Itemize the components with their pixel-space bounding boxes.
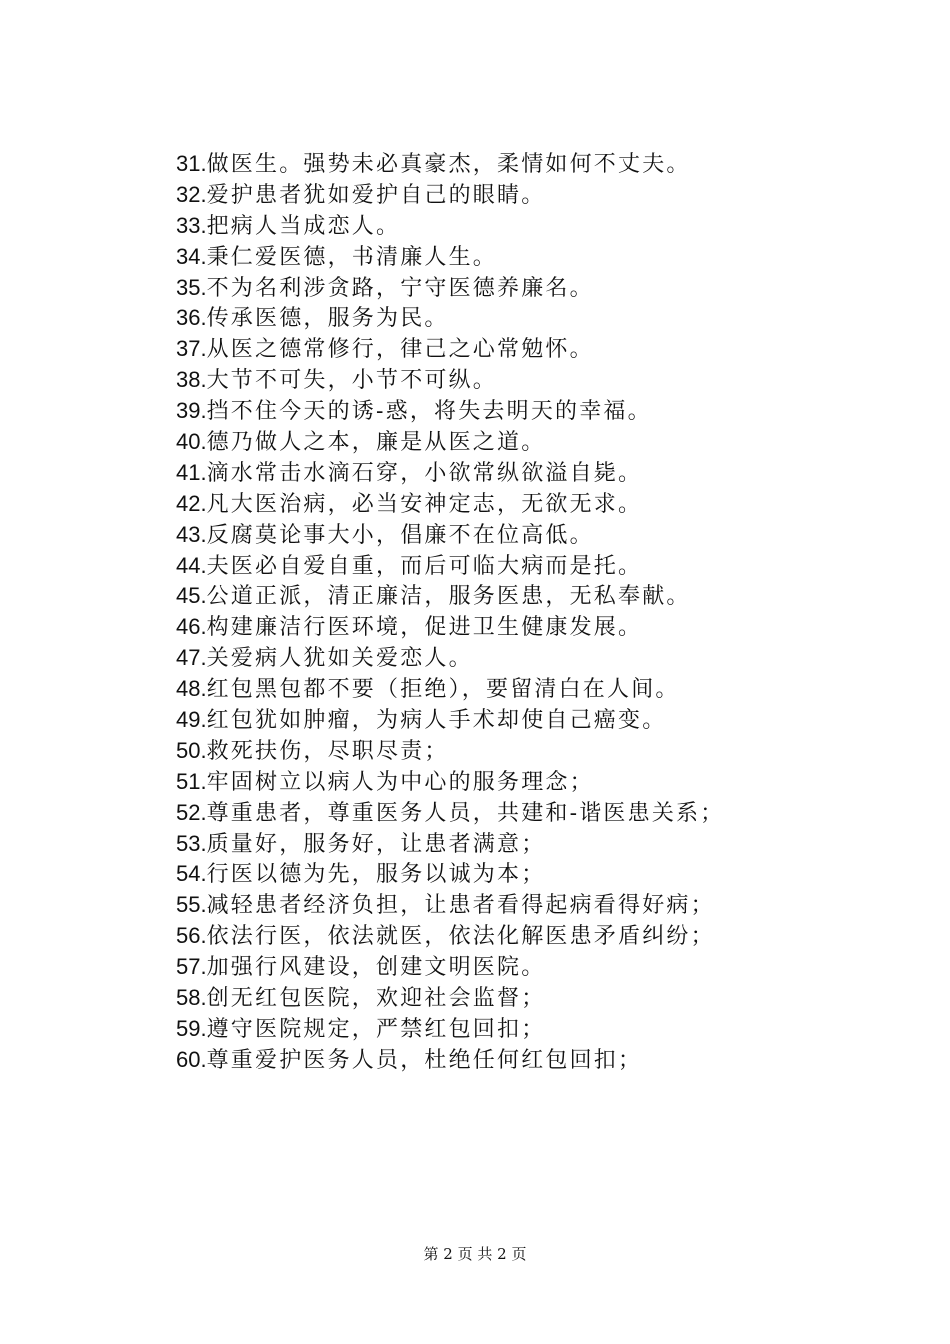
item-number: 42. [176, 490, 207, 516]
list-item [176, 334, 724, 365]
item-number: 57. [176, 954, 207, 980]
item-number: 55. [176, 892, 207, 918]
item-number: 39. [176, 398, 207, 424]
list-item [176, 674, 724, 705]
list-item [176, 489, 724, 520]
item-text: 加强行风建设，创建文明医院。 [206, 955, 546, 981]
item-text: 传承医德，服务为民。 [206, 306, 449, 332]
item-number: 46. [176, 614, 207, 640]
slogan-list [176, 149, 724, 1076]
item-number: 59. [176, 1015, 207, 1041]
item-text: 减轻患者经济负担，让患者看得起病看得好病； [206, 893, 715, 919]
item-number: 33. [176, 212, 207, 238]
item-number: 40. [176, 429, 207, 455]
list-item [176, 705, 724, 736]
item-text: 创无红包医院，欢迎社会监督； [206, 986, 546, 1012]
list-item [176, 736, 724, 767]
list-item [176, 829, 724, 860]
item-number: 43. [176, 521, 207, 547]
list-item [176, 149, 724, 180]
item-text: 公道正派，清正廉洁，服务医患，无私奉献。 [206, 584, 691, 610]
item-number: 35. [176, 274, 207, 300]
item-number: 51. [176, 768, 207, 794]
list-item [176, 458, 724, 489]
list-item [176, 983, 724, 1014]
item-text: 不为名利涉贪路，宁守医德养廉名。 [206, 275, 594, 301]
item-text: 质量好，服务好，让患者满意； [206, 831, 546, 857]
list-item [176, 396, 724, 427]
item-text: 从医之德常修行，律己之心常勉怀。 [206, 337, 594, 363]
item-number: 56. [176, 923, 207, 949]
item-number: 52. [176, 799, 207, 825]
item-number: 36. [176, 305, 207, 331]
item-number: 47. [176, 645, 207, 671]
list-item [176, 581, 724, 612]
item-text: 救死扶伤，尽职尽责； [206, 738, 449, 764]
item-text: 红包犹如肿瘤，为病人手术却使自己癌变。 [206, 708, 667, 734]
list-item [176, 180, 724, 211]
item-number: 38. [176, 367, 207, 393]
list-item [176, 890, 724, 921]
item-text: 把病人当成恋人。 [206, 213, 401, 239]
list-item [176, 365, 724, 396]
list-item [176, 303, 724, 334]
item-text: 关爱病人犹如关爱恋人。 [206, 646, 473, 672]
item-number: 53. [176, 830, 207, 856]
item-number: 37. [176, 336, 207, 362]
item-number: 32. [176, 181, 207, 207]
item-number: 54. [176, 861, 207, 887]
item-text: 做医生。强势未必真豪杰，柔情如何不丈夫。 [206, 152, 691, 177]
item-number: 41. [176, 459, 207, 485]
item-text: 尊重爱护医务人员，杜绝任何红包回扣； [206, 1047, 643, 1073]
item-text: 行医以德为先，服务以诚为本； [206, 862, 546, 888]
list-item [176, 242, 724, 273]
list-item [176, 952, 724, 983]
item-text: 构建廉洁行医环境，促进卫生健康发展。 [206, 615, 643, 641]
item-number: 50. [176, 737, 207, 763]
list-item [176, 427, 724, 458]
list-item [176, 798, 724, 829]
item-number: 44. [176, 552, 207, 578]
list-item [176, 273, 724, 304]
item-number: 34. [176, 243, 207, 269]
list-item [176, 1045, 724, 1076]
item-text: 牢固树立以病人为中心的服务理念； [206, 769, 594, 795]
item-text: 尊重患者，尊重医务人员，共建和-谐医患关系； [206, 800, 725, 826]
list-item [176, 643, 724, 674]
item-text: 凡大医治病，必当安神定志，无欲无求。 [206, 491, 643, 517]
item-text: 反腐莫论事大小，倡廉不在位高低。 [206, 522, 594, 548]
list-item [176, 1014, 724, 1045]
list-item [176, 921, 724, 952]
item-text: 秉仁爱医德，书清廉人生。 [206, 244, 497, 270]
page-footer: 第 2 页 共 2 页 [423, 1245, 527, 1263]
item-text: 德乃做人之本，廉是从医之道。 [206, 430, 546, 456]
item-number: 48. [176, 676, 207, 702]
item-text: 遵守医院规定，严禁红包回扣； [206, 1016, 546, 1042]
list-item [176, 612, 724, 643]
item-number: 58. [176, 985, 207, 1011]
item-number: 60. [176, 1046, 207, 1072]
item-text: 红包黑包都不要（拒绝），要留清白在人间。 [206, 677, 680, 703]
item-number: 49. [176, 707, 207, 733]
item-text: 挡不住今天的诱-惑，将失去明天的幸福。 [206, 399, 652, 425]
item-text: 夫医必自爱自重，而后可临大病而是托。 [206, 553, 643, 579]
item-text: 依法行医，依法就医，依法化解医患矛盾纠纷； [206, 924, 715, 950]
list-item [176, 859, 724, 890]
list-item [176, 551, 724, 582]
item-number: 45. [176, 583, 207, 609]
item-text: 爱护患者犹如爱护自己的眼睛。 [206, 182, 546, 208]
item-text: 大节不可失，小节不可纵。 [206, 368, 497, 394]
item-text: 滴水常击水滴石穿，小欲常纵欲溢自毙。 [206, 460, 643, 486]
list-item [176, 211, 724, 242]
list-item [176, 520, 724, 551]
list-item [176, 767, 724, 798]
item-number: 31. [176, 151, 207, 176]
